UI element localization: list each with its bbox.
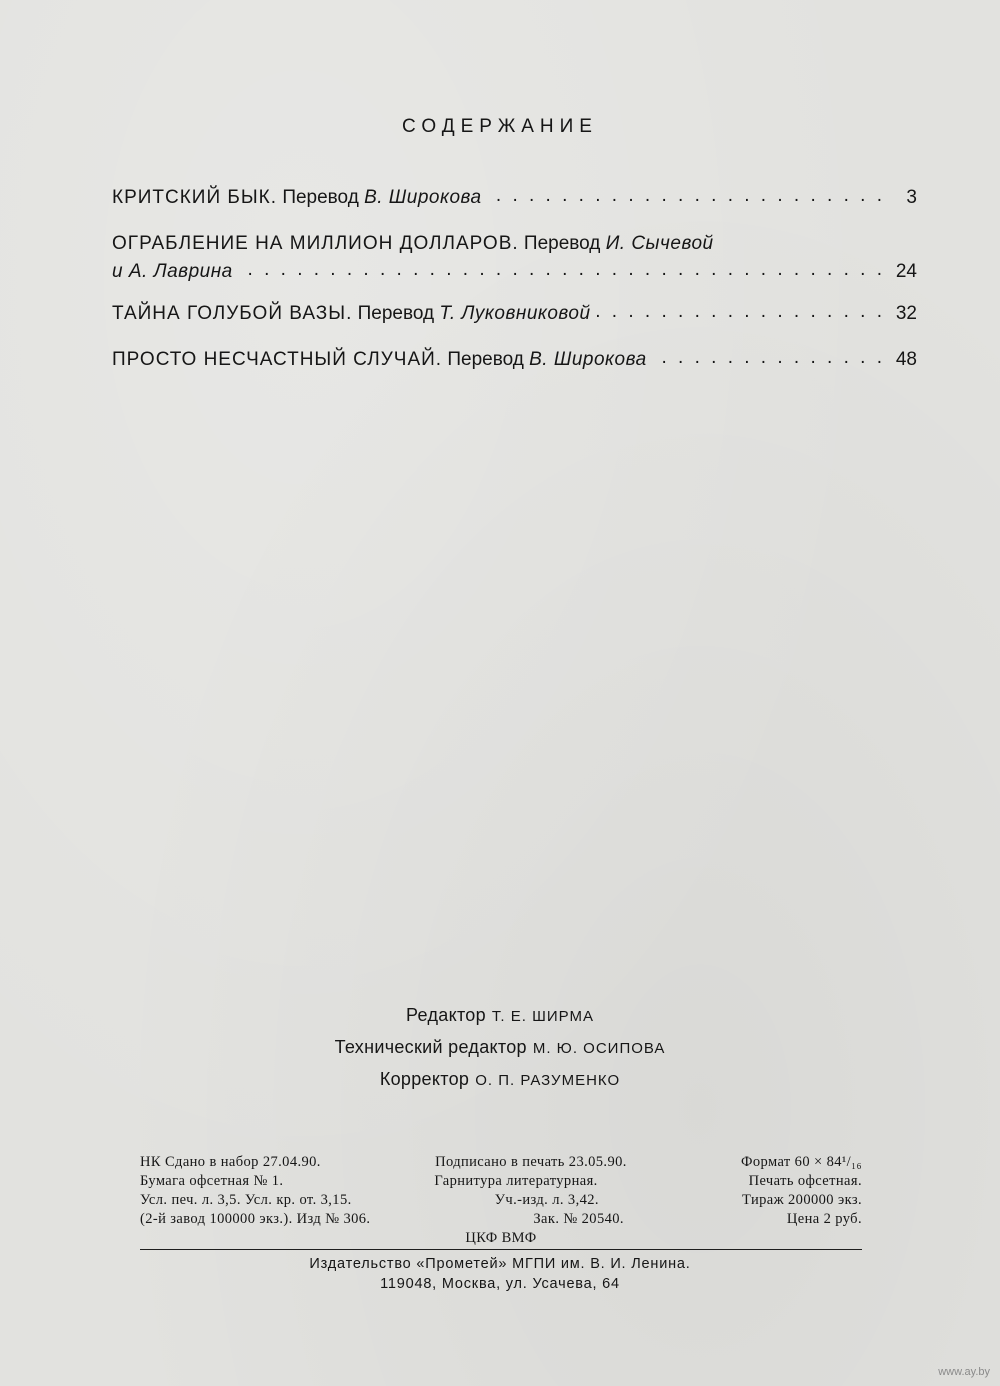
publisher-info (0, 1254, 1000, 1294)
toc-entry-title: ТАЙНА ГОЛУБОЙ ВАЗЫ. (112, 303, 353, 324)
imprint-cell: Цена 2 руб. (786, 1211, 862, 1227)
toc-translator-continuation: и А. Лаврина (112, 261, 233, 282)
imprint-cell: Усл. печ. л. 3,5. Усл. кр. от. 3,15. (140, 1192, 352, 1208)
imprint-row (140, 1210, 862, 1229)
credit-role: Корректор (379, 1069, 470, 1089)
imprint-cell: Подписано в печать 23.05.90. (435, 1154, 627, 1170)
imprint-cell: Тираж 200000 экз. (742, 1192, 862, 1208)
toc-translator: И. Сычевой (605, 233, 714, 254)
toc-page-number: 3 (906, 187, 917, 208)
credit-editor (0, 1000, 1000, 1032)
toc-line (112, 231, 917, 257)
toc-heading: СОДЕРЖАНИЕ (402, 116, 598, 137)
imprint-cell: Гарнитура литературная. (434, 1173, 598, 1189)
credit-role: Редактор (406, 1005, 486, 1025)
toc-entry-title: ПРОСТО НЕСЧАСТНЫЙ СЛУЧАЙ. (112, 349, 443, 370)
toc-dot-leader (653, 345, 885, 365)
imprint-row (140, 1153, 862, 1172)
credit-person: М. Ю. ОСИПОВА (532, 1040, 666, 1057)
toc-entry (112, 231, 917, 285)
publisher-address: 119048, Москва, ул. Усачева, 64 (380, 1276, 620, 1292)
toc-translator-prefix: Перевод (357, 303, 435, 324)
horizontal-rule (140, 1249, 862, 1250)
toc-entry (112, 183, 917, 211)
toc-dot-leader (239, 257, 885, 277)
toc-page-number: 48 (895, 349, 917, 370)
toc-translator: В. Широкова (529, 349, 647, 370)
imprint-cell: Печать офсетная. (748, 1173, 862, 1189)
toc-entry (112, 345, 917, 373)
imprint-cell: Бумага офсетная № 1. (140, 1173, 284, 1189)
credit-role: Технический редактор (334, 1037, 527, 1057)
imprint-cell: Формат 60 × 84¹/₁₆ (741, 1154, 862, 1170)
toc-line (112, 299, 917, 327)
toc-translator: Т. Луковниковой (439, 303, 591, 324)
toc-entry-title: ОГРАБЛЕНИЕ НА МИЛЛИОН ДОЛЛАРОВ. (112, 233, 519, 254)
imprint-cell: Зак. № 20540. (533, 1211, 624, 1227)
toc-translator-prefix: Перевод (447, 349, 524, 370)
toc-page-number: 24 (895, 261, 917, 282)
toc-line (112, 345, 917, 373)
toc-entry (112, 299, 917, 327)
site-watermark: www.ay.by (938, 1366, 990, 1378)
toc-translator-prefix: Перевод (523, 233, 601, 254)
credit-person: Т. Е. ШИРМА (491, 1008, 594, 1025)
toc-translator-prefix: Перевод (282, 187, 359, 208)
imprint-printer: ЦКФ ВМФ (465, 1230, 537, 1246)
imprint-row (140, 1172, 862, 1191)
toc-entry-title: КРИТСКИЙ БЫК. (112, 187, 278, 208)
toc-page-number: 32 (895, 303, 917, 324)
toc-line (112, 257, 917, 285)
toc-line (112, 183, 917, 211)
editorial-credits (0, 1000, 1000, 1096)
credit-technical-editor (0, 1032, 1000, 1064)
imprint-row (140, 1191, 862, 1210)
publisher-name: Издательство «Прометей» МГПИ им. В. И. Ленина. (309, 1256, 691, 1272)
toc-dot-leader (488, 183, 885, 203)
credit-proofreader (0, 1064, 1000, 1096)
credit-person: О. П. РАЗУМЕНКО (475, 1072, 621, 1089)
imprint-cell: НК Сдано в набор 27.04.90. (140, 1154, 321, 1170)
imprint-cell: Уч.-изд. л. 3,42. (494, 1192, 599, 1208)
toc-translator: В. Широкова (364, 187, 482, 208)
toc-dot-leader (597, 299, 885, 319)
print-imprint (140, 1153, 862, 1248)
imprint-cell: (2-й завод 100000 экз.). Изд № 306. (140, 1211, 371, 1227)
